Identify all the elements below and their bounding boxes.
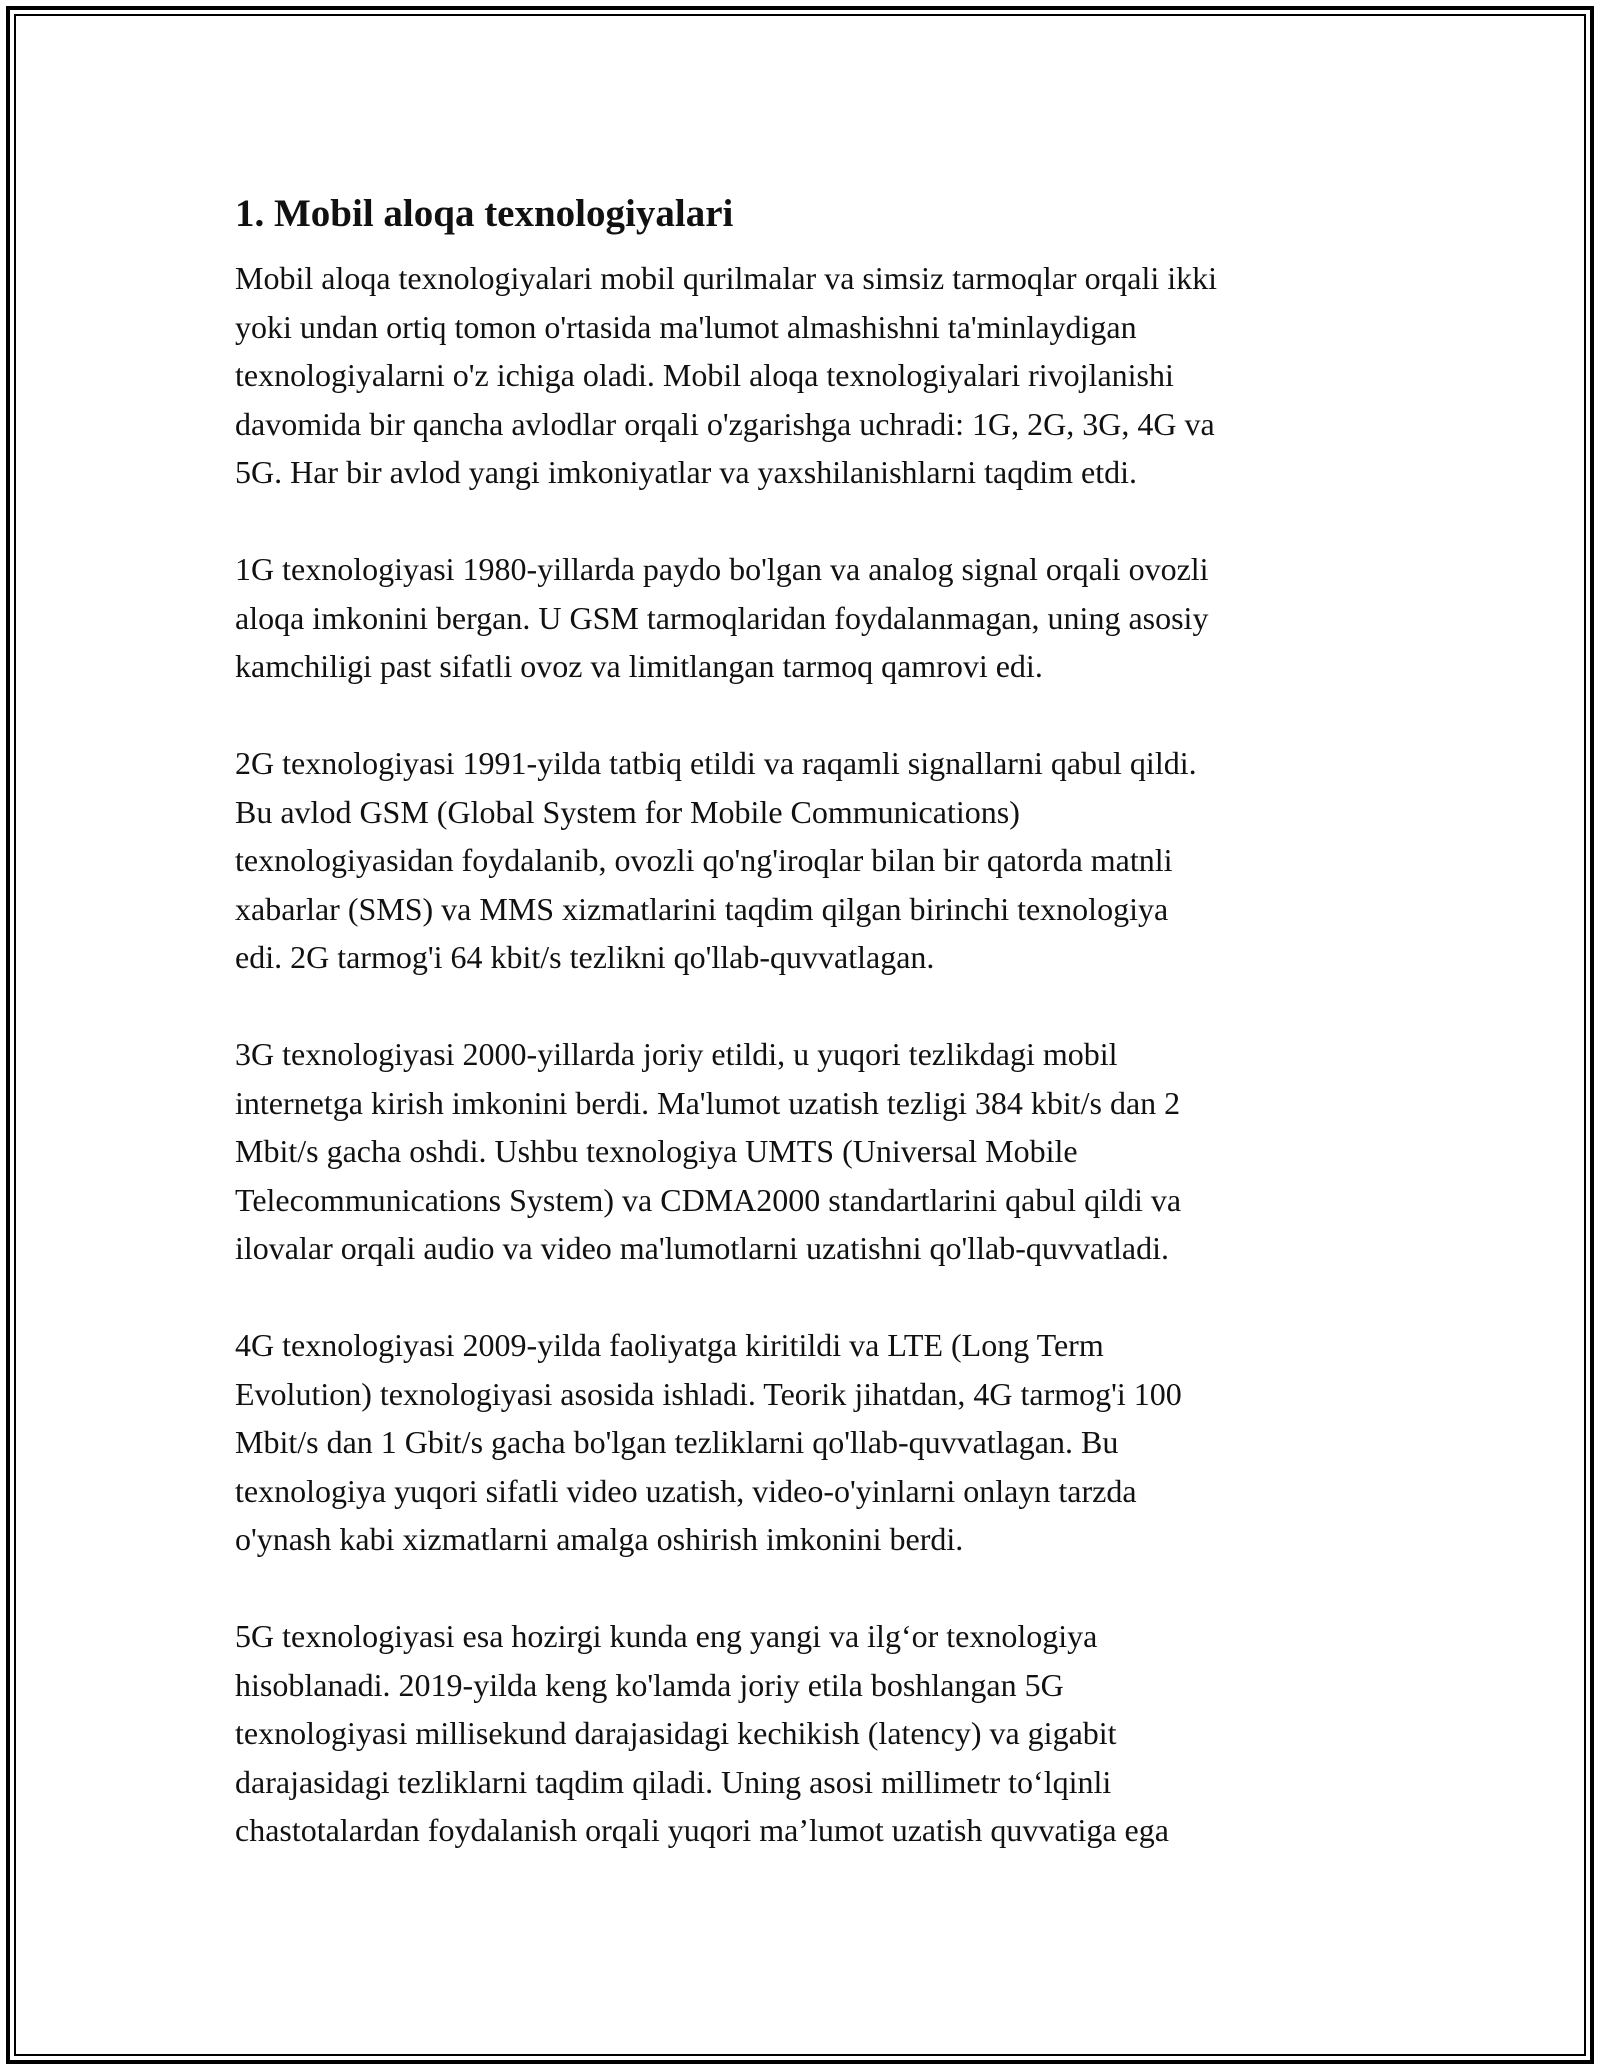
text-line: Mobil aloqa texnologiyalari mobil qurilmalar va simsiz tarmoqlar orqali ikki [235,260,1217,296]
text-line: Bu avlod GSM (Global System for Mobile Communications) [235,793,1020,830]
text-line: Evolution) texnologiyasi asosida ishladi. Teorik jihatdan, 4G tarmog'i 100 [235,1375,1182,1412]
text-line: 1G texnologiyasi 1980-yillarda paydo bo'lgan va analog signal orqali ovozli [235,551,1209,587]
text-line: darajasidagi tezliklarni taqdim qiladi. Uning asosi millimetr to‘lqinli [235,1763,1112,1800]
text-line: davomida bir qancha avlodlar orqali o'zgarishga uchradi: 1G, 2G, 3G, 4G va [235,405,1215,442]
text-line: 5G texnologiyasi esa hozirgi kunda eng yangi va ilg‘or texnologiya [235,1618,1098,1654]
paragraph-intro [235,254,1375,497]
section-heading: 1. Mobil aloqa texnologiyalari [235,192,734,235]
paragraph-1g [235,545,1375,691]
text-line: yoki undan ortiq tomon o'rtasida ma'lumot almashishni ta'minlaydigan [235,308,1137,345]
text-line: internetga kirish imkonini berdi. Ma'lumot uzatish tezligi 384 kbit/s dan 2 [235,1084,1181,1121]
text-line: texnologiyasidan foydalanib, ovozli qo'ng'iroqlar bilan bir qatorda matnli [235,842,1173,878]
text-line: chastotalardan foydalanish orqali yuqori ma’lumot uzatish quvvatiga ega [235,1812,1169,1848]
text-line: xabarlar (SMS) va MMS xizmatlarini taqdim qilgan birinchi texnologiya [235,890,1169,927]
text-line: texnologiyasi millisekund darajasidagi kechikish (latency) va gigabit [235,1715,1117,1751]
paragraph-4g [235,1321,1375,1564]
document-body [235,188,1375,1903]
text-line: hisoblanadi. 2019-yilda keng ko'lamda joriy etila boshlangan 5G [235,1666,1064,1703]
text-line: 2G texnologiyasi 1991-yilda tatbiq etildi va raqamli signallarni qabul qildi. [235,745,1197,781]
text-line: Mbit/s dan 1 Gbit/s gacha bo'lgan tezliklarni qo'llab-quvvatlagan. Bu [235,1424,1119,1460]
text-line: kamchiligi past sifatli ovoz va limitlangan tarmoq qamrovi edi. [235,648,1043,684]
text-line: o'ynash kabi xizmatlarni amalga oshirish imkonini berdi. [235,1521,964,1557]
paragraph-3g [235,1030,1375,1273]
text-line: 5G. Har bir avlod yangi imkoniyatlar va yaxshilanishlarni taqdim etdi. [235,454,1138,490]
paragraph-5g [235,1612,1375,1855]
text-line: aloqa imkonini bergan. U GSM tarmoqlaridan foydalanmagan, uning asosiy [235,599,1209,636]
text-line: ilovalar orqali audio va video ma'lumotlarni uzatishni qo'llab-quvvatladi. [235,1230,1169,1266]
text-line: Telecommunications System) va CDMA2000 standartlarini qabul qildi va [235,1181,1182,1218]
text-line: texnologiya yuqori sifatli video uzatish, video-o'yinlarni onlayn tarzda [235,1472,1137,1509]
text-line: edi. 2G tarmog'i 64 kbit/s tezlikni qo'llab-quvvatlagan. [235,939,935,975]
text-line: texnologiyalarni o'z ichiga oladi. Mobil aloqa texnologiyalari rivojlanishi [235,357,1174,393]
text-line: 4G texnologiyasi 2009-yilda faoliyatga kiritildi va LTE (Long Term [235,1327,1104,1363]
text-line: Mbit/s gacha oshdi. Ushbu texnologiya UMTS (Universal Mobile [235,1133,1078,1169]
text-line: 3G texnologiyasi 2000-yillarda joriy etildi, u yuqori tezlikdagi mobil [235,1036,1118,1072]
paragraph-2g [235,739,1375,982]
